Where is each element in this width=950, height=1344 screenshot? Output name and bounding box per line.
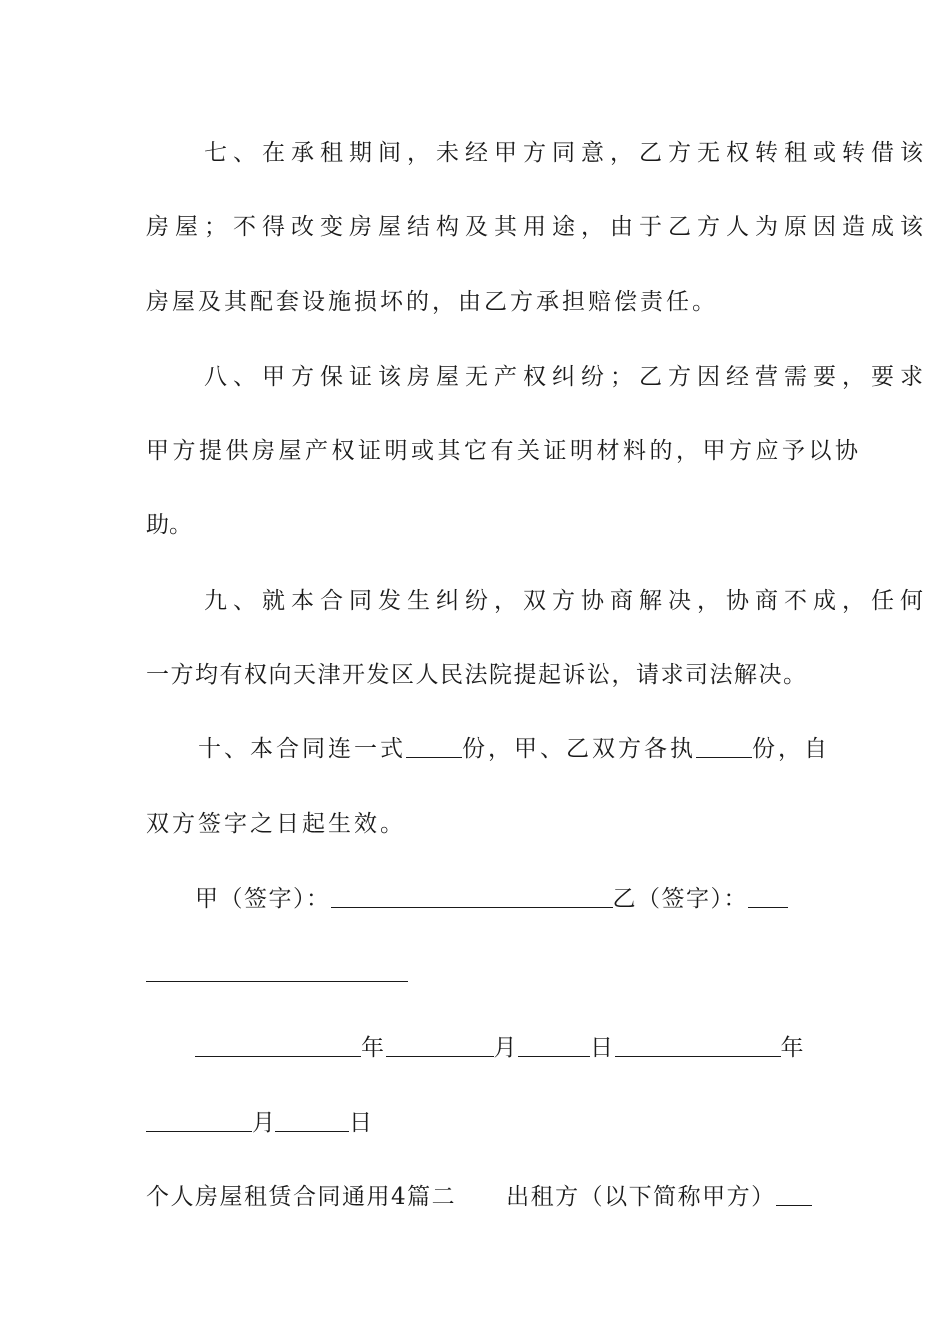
month-label: 月 [493, 1035, 518, 1061]
party-b-month-blank[interactable] [146, 1109, 252, 1132]
lessor-name-blank[interactable] [776, 1183, 812, 1206]
party-b-year-blank[interactable] [615, 1034, 781, 1057]
paragraph-clause-7-line-3: 房屋及其配套设施损坏的，由乙方承担赔偿责任。 [146, 289, 718, 315]
party-b-signature-label: 乙（签字）： [612, 886, 748, 912]
party-a-month-blank[interactable] [386, 1034, 494, 1057]
party-b-signature-blank[interactable] [748, 885, 788, 908]
clause-10-text-1: 十、本合同连一式 [198, 736, 406, 762]
paragraph-clause-8-line-2: 甲方提供房屋产权证明或其它有关证明材料的，甲方应予以协 [146, 438, 862, 464]
indent [146, 1035, 195, 1061]
party-b-signature-continuation [146, 958, 806, 988]
party-b-day-blank[interactable] [275, 1109, 349, 1132]
lessor-label: 出租方（以下简称甲方） [506, 1184, 776, 1210]
next-section-line [146, 1182, 806, 1212]
year-label: 年 [361, 1035, 386, 1061]
next-section-title: 个人房屋租赁合同通用4篇二 [146, 1184, 457, 1210]
date-line [146, 1033, 806, 1063]
party-a-signature-label: 甲（签字）： [195, 886, 331, 912]
party-a-day-blank[interactable] [518, 1034, 590, 1057]
paragraph-clause-7-line-1: 七、在承租期间，未经甲方同意，乙方无权转租或转借该 [146, 140, 929, 166]
copies-each-blank[interactable] [696, 735, 752, 758]
indent [146, 886, 195, 912]
signature-line [146, 884, 806, 914]
day-label: 日 [590, 1035, 615, 1061]
year-label: 年 [780, 1035, 805, 1061]
paragraph-clause-9-line-1: 九、就本合同发生纠纷，双方协商解决，协商不成，任何 [146, 588, 929, 614]
date-line-continuation [146, 1108, 806, 1138]
paragraph-clause-10-line-1 [146, 734, 830, 764]
paragraph-clause-10-line-2: 双方签字之日起生效。 [146, 811, 406, 837]
copies-total-blank[interactable] [406, 735, 462, 758]
paragraph-clause-9-line-2: 一方均有权向天津开发区人民法院提起诉讼，请求司法解决。 [146, 662, 808, 688]
paragraph-clause-8-line-1: 八、甲方保证该房屋无产权纠纷；乙方因经营需要，要求 [146, 364, 929, 390]
clause-10-text-2: 份，甲、乙双方各执 [462, 736, 696, 762]
party-a-year-blank[interactable] [195, 1034, 361, 1057]
month-label: 月 [252, 1110, 275, 1136]
day-label: 日 [349, 1110, 372, 1136]
clause-10-text-3: 份，自 [752, 736, 830, 762]
paragraph-clause-8-line-3: 助。 [146, 512, 192, 538]
indent [146, 736, 198, 762]
party-b-signature-blank-continued[interactable] [146, 959, 408, 982]
party-a-signature-blank[interactable] [331, 885, 613, 908]
paragraph-clause-7-line-2: 房屋；不得改变房屋结构及其用途，由于乙方人为原因造成该 [146, 214, 929, 240]
